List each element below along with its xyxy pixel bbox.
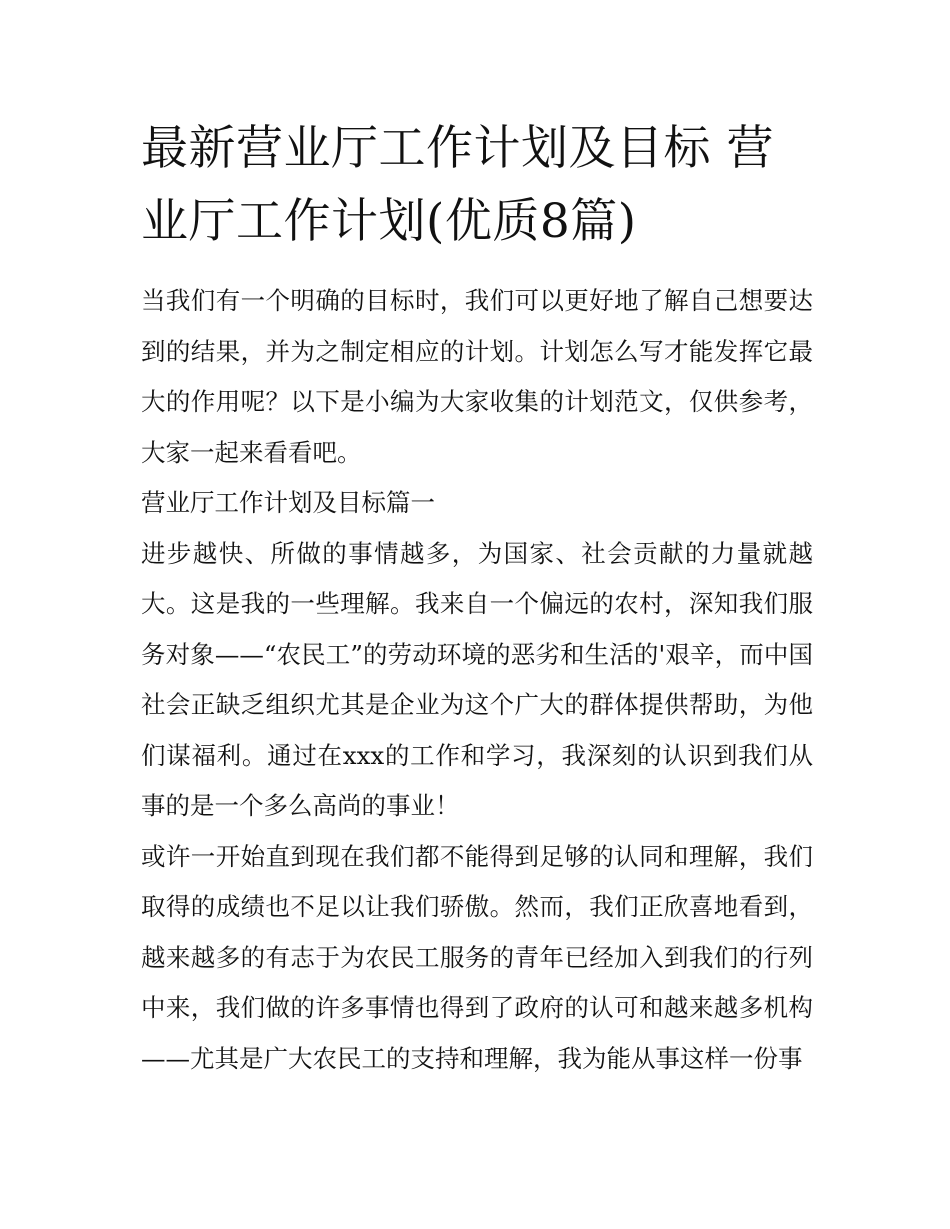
body-paragraph-2: 或许一开始直到现在我们都不能得到足够的认同和理解，我们取得的成绩也不足以让我们骄傲。然而，我们正欣喜地看到，越来越多的有志于为农民工服务的青年已经加入到我们的行列中来，我们做的许多事情也得到了政府的认可和越来越多机构——尤其是广大农民工的支持和理解，我为能从事这样一份事 bbox=[141, 841, 813, 1073]
section-heading: 营业厅工作计划及目标篇一 bbox=[141, 488, 435, 517]
document-title: 最新营业厅工作计划及目标 营业厅工作计划(优质8篇) bbox=[141, 121, 774, 249]
document-content bbox=[141, 112, 813, 1084]
intro-paragraph: 当我们有一个明确的目标时，我们可以更好地了解自己想要达到的结果，并为之制定相应的计划。计划怎么写才能发挥它最大的作用呢？以下是小编为大家收集的计划范文，仅供参考，大家一起来看看吧。 bbox=[141, 286, 813, 467]
document-body bbox=[141, 276, 813, 1084]
body-paragraph-1: 进步越快、所做的事情越多，为国家、社会贡献的力量就越大。这是我的一些理解。我来自一个偏远的农村，深知我们服务对象——“农民工”的劳动环境的恶劣和生活的'艰辛，而中国社会正缺乏组织尤其是企业为这个广大的群体提供帮助，为他们谋福利。通过在xxx的工作和学习，我深刻的认识到我们从事的是一个多么高尚的事业！ bbox=[141, 538, 813, 820]
